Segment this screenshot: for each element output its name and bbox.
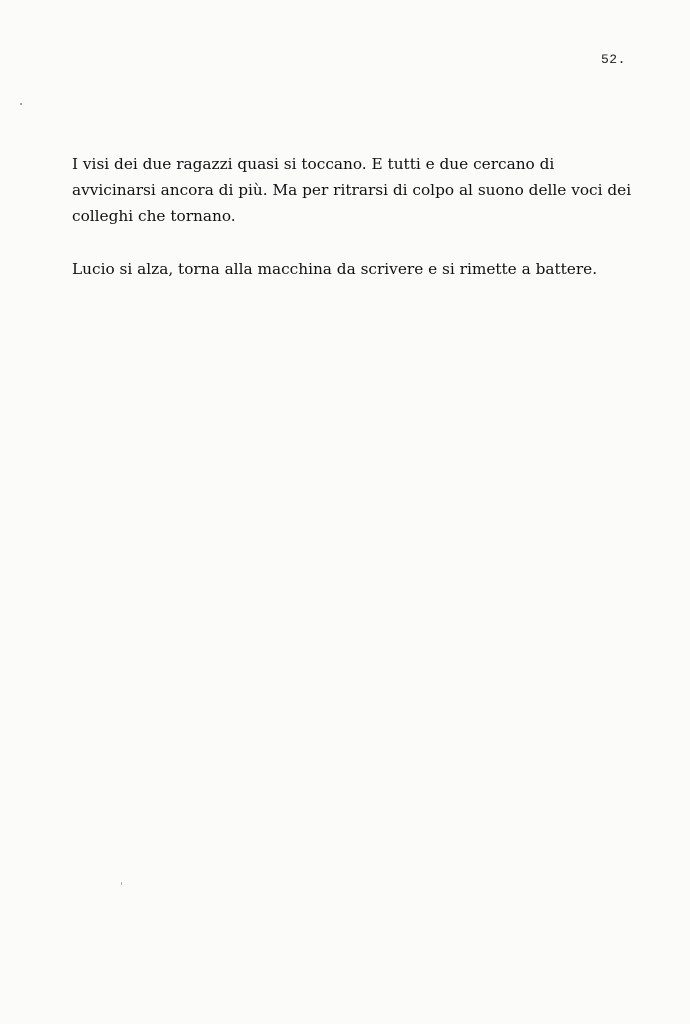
paragraph-1: I visi dei due ragazzi quasi si toccano. E tutti e due cercano di avvicinarsi ancora di più. Ma per ritrarsi di colpo al suono delle voci dei colleghi che tornano. bbox=[72, 155, 632, 225]
paper-speck bbox=[20, 103, 22, 105]
paper-speck bbox=[121, 882, 122, 885]
paragraph-2: Lucio si alza, torna alla macchina da scrivere e si rimette a battere. bbox=[72, 260, 598, 278]
page-number: 52. bbox=[601, 52, 626, 67]
